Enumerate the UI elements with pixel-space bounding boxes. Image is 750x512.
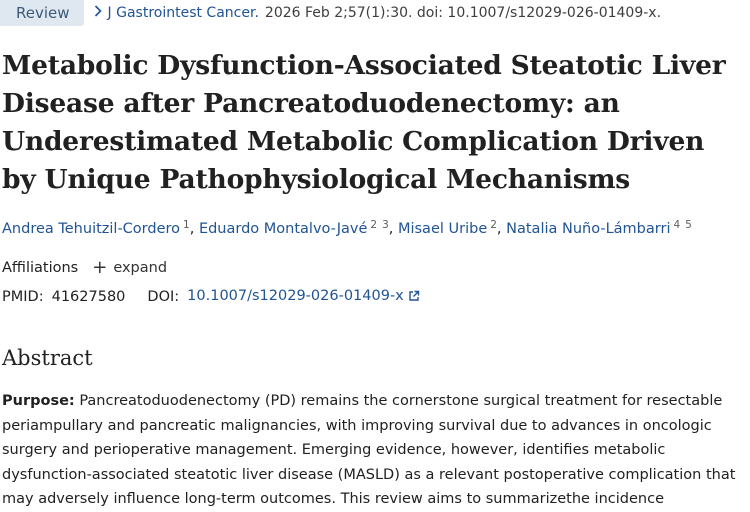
abstract-text bbox=[2, 389, 746, 512]
pmid-value: 41627580 bbox=[51, 289, 126, 305]
author-link[interactable]: Misael Uribe bbox=[397, 221, 488, 237]
identifiers-row bbox=[2, 288, 420, 306]
article-title: Metabolic Dysfunction-Associated Steatotic Liver Disease after Pancreatoduodenectomy: an Underestimated Metabolic Complication Driven by Unique Pathophysiological Mechanisms bbox=[2, 50, 726, 195]
doi-label: DOI: bbox=[147, 289, 180, 305]
journal-citation bbox=[94, 5, 662, 21]
purpose-text: Pancreatoduodenectomy (PD) remains the cornerstone surgical treatment for resectable periampullary and pancreatic malignancies, with improving survival due to advances in oncologic surgery and perioperative management. Emerging evidence, however, identifies metabolic dysfunction-associated steatotic liver disease (MASLD) as a relevant postoperative complication that may adversely influence long-term outcomes. This review aims to summarizethe incidence bbox=[2, 393, 736, 507]
plus-icon: + bbox=[92, 257, 108, 278]
publication-type-badge: Review bbox=[0, 0, 84, 26]
expand-affiliations-button[interactable] bbox=[92, 257, 168, 278]
doi-link[interactable] bbox=[187, 288, 420, 306]
affiliation-ref[interactable]: 1 bbox=[183, 219, 190, 231]
expand-label: expand bbox=[113, 260, 168, 276]
affiliation-ref[interactable]: 4 bbox=[673, 219, 681, 231]
external-link-icon bbox=[408, 290, 420, 306]
author-link[interactable]: Andrea Tehuitzil-Cordero bbox=[2, 221, 181, 237]
doi-value[interactable]: 10.1007/s12029-026-01409-x bbox=[187, 288, 404, 304]
affiliation-ref[interactable]: 5 bbox=[685, 219, 692, 231]
author-link[interactable]: Natalia Nuño-Lámbarri bbox=[506, 221, 671, 237]
affiliations-label: Affiliations bbox=[2, 260, 79, 276]
abstract-heading: Abstract bbox=[2, 346, 93, 370]
affiliation-ref[interactable]: 2 bbox=[490, 219, 497, 231]
affiliation-ref[interactable]: 3 bbox=[382, 219, 389, 231]
affiliations-row bbox=[2, 257, 168, 278]
journal-link[interactable]: J Gastrointest Cancer. bbox=[107, 5, 259, 21]
author-list: Andrea Tehuitzil-Cordero $^1$, Eduardo Montalvo-Javé $^2$ $^3$, Misael Uribe $^2$, Natalia Nuño-Lámbarri $^4$ $^5$ bbox=[2, 219, 692, 237]
purpose-label: Purpose: bbox=[2, 393, 75, 409]
affiliation-ref[interactable]: 2 bbox=[370, 219, 378, 231]
citation-details: 2026 Feb 2;57(1):30. doi: 10.1007/s12029-026-01409-x. bbox=[264, 5, 662, 21]
pmid-label: PMID: bbox=[2, 289, 44, 305]
citation-bar bbox=[0, 0, 750, 26]
author-link[interactable]: Eduardo Montalvo-Javé bbox=[198, 221, 368, 237]
chevron-right-icon[interactable] bbox=[94, 5, 102, 21]
